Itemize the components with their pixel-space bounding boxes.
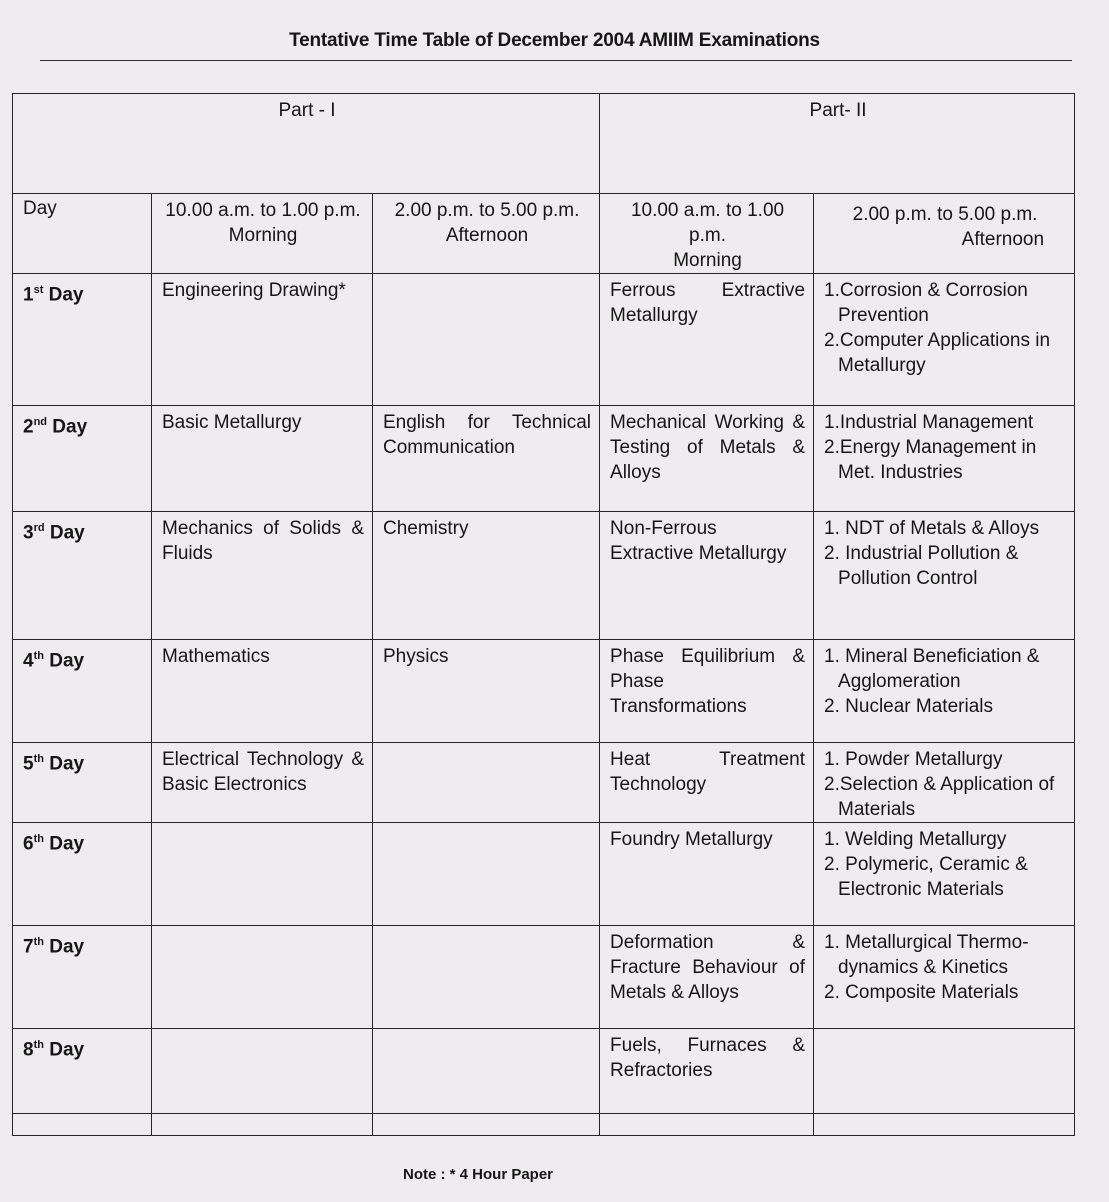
day-ordinal-suffix: th [33, 1039, 44, 1051]
blank-cell [814, 1114, 1075, 1136]
schedule-row [13, 823, 1075, 926]
part1-morning-subject: Electrical Technology & Basic Electronics [162, 749, 364, 795]
part2-afternoon-cell [814, 1029, 1075, 1114]
day-cell [13, 823, 152, 926]
day-number: 6 [23, 833, 34, 855]
schedule-row [13, 640, 1075, 743]
part-header-row [13, 94, 1075, 194]
day-word: Day [43, 936, 85, 958]
part1-morning-subject-cell [152, 926, 373, 1029]
day-word: Day [43, 650, 85, 672]
part1-afternoon-subject: Chemistry [383, 518, 469, 539]
schedule-row [13, 512, 1075, 640]
day-word: Day [44, 522, 85, 544]
schedule-row [13, 926, 1075, 1029]
part1-morning-subject-cell [152, 640, 373, 743]
day-word: Day [43, 284, 84, 306]
schedule-body [13, 274, 1075, 1136]
part1-afternoon-subject-cell [373, 406, 600, 512]
day-ordinal-suffix: nd [33, 416, 48, 428]
footnote: Note : * 4 Hour Paper [402, 1166, 554, 1183]
part2-morning-subject: Deformation & Fracture Behaviour of Metals & Alloys [610, 932, 806, 1003]
part2-afternoon-label: Afternoon [961, 229, 1045, 250]
part2-morning-subject: Heat Treatment Technology [610, 749, 806, 795]
part2-afternoon-time: 2.00 p.m. to 5.00 p.m. [852, 204, 1038, 225]
day-cell [13, 743, 152, 823]
part2-morning-subject: Foundry Metallurgy [610, 829, 773, 850]
title-underline [40, 60, 1072, 61]
part2-morning-subject-cell [600, 274, 814, 406]
part2-morning-subject-cell [600, 640, 814, 743]
part2-morning-header [600, 194, 814, 274]
blank-trailing-row [13, 1114, 1075, 1136]
day-ordinal-suffix: th [33, 753, 44, 765]
part2-afternoon-cell [814, 274, 1075, 406]
part2-morning-label: Morning [673, 250, 742, 271]
blank-cell [600, 1114, 814, 1136]
part2-morning-subject-cell [600, 406, 814, 512]
part2-afternoon-cell [814, 823, 1075, 926]
day-number: 2 [23, 416, 34, 438]
part1-morning-subject: Basic Metallurgy [162, 412, 302, 433]
day-cell [13, 640, 152, 743]
day-word: Day [43, 1039, 85, 1061]
part1-afternoon-subject-cell [373, 640, 600, 743]
part1-morning-subject-cell [152, 1029, 373, 1114]
part1-afternoon-subject-cell [373, 512, 600, 640]
blank-cell [13, 1114, 152, 1136]
part2-afternoon-subject: 2. Nuclear Materials [824, 696, 993, 717]
part2-afternoon-cell [814, 512, 1075, 640]
day-ordinal-suffix: th [33, 650, 44, 662]
day-ordinal-suffix: th [33, 833, 44, 845]
part2-morning-subject: Non-Ferrous Extractive Metallurgy [610, 518, 787, 564]
part1-afternoon-subject-cell [373, 926, 600, 1029]
part2-afternoon-subject: 2. Polymeric, Ceramic & Electronic Materials [824, 854, 1028, 900]
part1-afternoon-subject-cell [373, 274, 600, 406]
part1-afternoon-subject-cell [373, 1029, 600, 1114]
page-title: Tentative Time Table of December 2004 AMIIM Examinations [289, 30, 820, 51]
part2-afternoon-subject: 2. Industrial Pollution & Pollution Control [824, 543, 1019, 589]
part2-afternoon-subject: 1. Metallurgical Thermo-dynamics & Kinetics [824, 932, 1029, 978]
part1-afternoon-subject: English for Technical Communication [383, 412, 592, 458]
part1-afternoon-subject-cell [373, 823, 600, 926]
day-number: 7 [23, 936, 34, 958]
part1-afternoon-label: Afternoon [445, 225, 529, 246]
part1-morning-subject: Mechanics of Solids & Fluids [162, 518, 364, 564]
part-1-header: Part - I [13, 94, 600, 194]
day-column-header [13, 194, 152, 274]
day-number: 3 [23, 522, 34, 544]
part2-afternoon-header [814, 194, 1075, 274]
day-number: 1 [23, 284, 34, 306]
part2-afternoon-cell [814, 743, 1075, 823]
part1-morning-subject-cell [152, 823, 373, 926]
day-ordinal-suffix: th [33, 936, 44, 948]
part1-afternoon-time: 2.00 p.m. to 5.00 p.m. [394, 200, 580, 221]
part2-morning-subject: Fuels, Furnaces & Refractories [610, 1035, 806, 1081]
day-cell [13, 406, 152, 512]
part2-afternoon-cell [814, 640, 1075, 743]
day-word: Day [43, 753, 85, 775]
day-number: 8 [23, 1039, 34, 1061]
part2-afternoon-subject: 1. NDT of Metals & Alloys [824, 518, 1040, 539]
part2-afternoon-subject: 1.Industrial Management [824, 412, 1034, 433]
part2-morning-subject-cell [600, 823, 814, 926]
part2-morning-subject: Mechanical Working & Testing of Metals & Alloys [610, 412, 806, 483]
day-ordinal-suffix: rd [33, 522, 45, 534]
column-header-row [13, 194, 1075, 274]
part2-afternoon-subject: 1. Mineral Beneficiation & Agglomeration [824, 646, 1040, 692]
day-cell [13, 512, 152, 640]
schedule-row [13, 1029, 1075, 1114]
part2-afternoon-subject: 1.Corrosion & Corrosion Prevention [824, 280, 1028, 326]
part2-morning-subject: Ferrous Extractive Metallurgy [610, 280, 806, 326]
part2-afternoon-subject: 1. Powder Metallurgy [824, 749, 1003, 770]
part2-morning-subject: Phase Equilibrium & Phase Transformations [610, 646, 806, 717]
part2-afternoon-cell [814, 926, 1075, 1029]
blank-cell [152, 1114, 373, 1136]
part1-morning-subject-cell [152, 406, 373, 512]
day-cell [13, 1029, 152, 1114]
part2-morning-time: 10.00 a.m. to 1.00 p.m. [630, 200, 785, 246]
part2-afternoon-subject: 2.Energy Management in Met. Industries [824, 437, 1037, 483]
part2-afternoon-subject: 2.Selection & Application of Materials [824, 774, 1055, 820]
schedule-row [13, 743, 1075, 823]
part1-morning-header [152, 194, 373, 274]
part1-morning-subject-cell [152, 743, 373, 823]
day-number: 4 [23, 650, 34, 672]
part2-afternoon-subject: 1. Welding Metallurgy [824, 829, 1007, 850]
part2-afternoon-subject: 2. Composite Materials [824, 982, 1019, 1003]
part2-morning-subject-cell [600, 926, 814, 1029]
part1-afternoon-subject: Physics [383, 646, 449, 667]
day-ordinal-suffix: st [33, 284, 44, 296]
part2-morning-subject-cell [600, 743, 814, 823]
schedule-row [13, 274, 1075, 406]
part2-morning-subject-cell [600, 1029, 814, 1114]
day-word: Day [47, 416, 88, 438]
part1-morning-time: 10.00 a.m. to 1.00 p.m. [165, 200, 361, 221]
part2-afternoon-cell [814, 406, 1075, 512]
part2-afternoon-subject: 2.Computer Applications in Metallurgy [824, 330, 1051, 376]
part1-morning-subject-cell [152, 512, 373, 640]
timetable [12, 93, 1075, 1136]
part-2-header: Part- II [600, 94, 1075, 194]
part1-morning-label: Morning [228, 225, 298, 246]
day-header-label: Day [23, 198, 57, 219]
day-word: Day [43, 833, 85, 855]
part1-morning-subject: Engineering Drawing* [162, 280, 346, 301]
blank-cell [373, 1114, 600, 1136]
part1-morning-subject-cell [152, 274, 373, 406]
day-cell [13, 274, 152, 406]
day-number: 5 [23, 753, 34, 775]
part1-afternoon-header [373, 194, 600, 274]
day-cell [13, 926, 152, 1029]
part1-afternoon-subject-cell [373, 743, 600, 823]
part1-morning-subject: Mathematics [162, 646, 270, 667]
schedule-row [13, 406, 1075, 512]
part2-morning-subject-cell [600, 512, 814, 640]
